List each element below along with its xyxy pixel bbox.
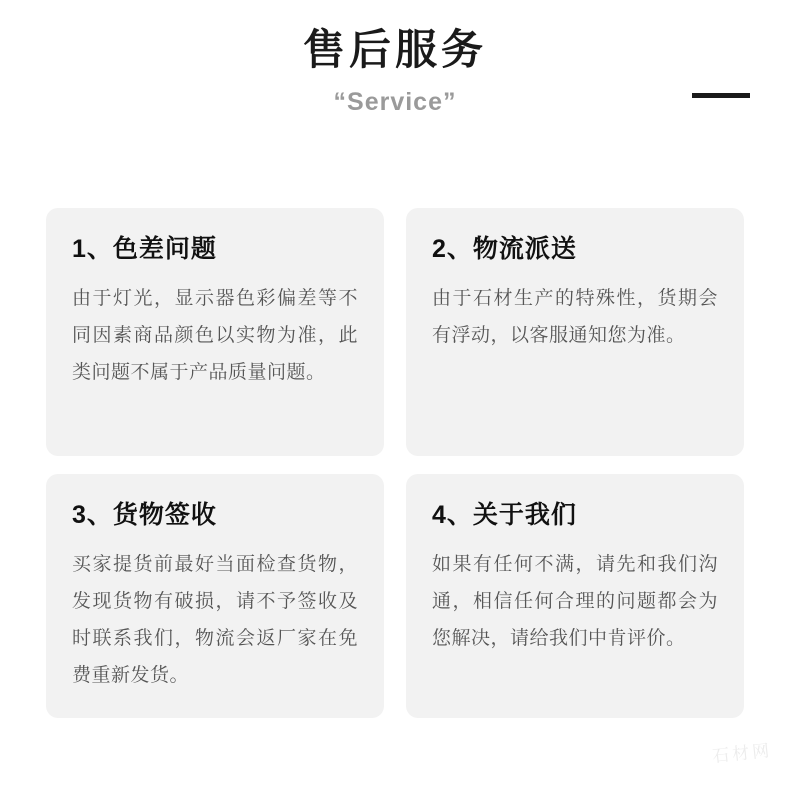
card-text: 买家提货前最好当面检查货物，发现货物有破损，请不予签收及时联系我们，物流会返厂家在免费重新发货。 — [72, 554, 358, 687]
card-title: 3、货物签收 — [72, 501, 217, 529]
service-card-logistics — [406, 208, 744, 456]
page-title: 售后服务 — [302, 26, 487, 73]
card-title: 4、关于我们 — [432, 501, 577, 529]
card-title: 1、色差问题 — [72, 235, 217, 263]
card-text: 如果有任何不满，请先和我们沟通，相信任何合理的问题都会为您解决，请给我们中肯评价。 — [432, 554, 718, 650]
card-title: 2、物流派送 — [432, 235, 577, 263]
page-subtitle: “Service” — [333, 88, 457, 117]
header-rule-decoration — [692, 93, 750, 98]
service-card-delivery-acceptance — [46, 474, 384, 718]
service-card-about-us — [406, 474, 744, 718]
service-card-grid — [46, 208, 744, 718]
card-text: 由于灯光，显示器色彩偏差等不同因素商品颜色以实物为准，此类问题不属于产品质量问题。 — [72, 288, 358, 384]
card-text: 由于石材生产的特殊性，货期会有浮动，以客服通知您为准。 — [432, 288, 718, 347]
service-card-color-difference — [46, 208, 384, 456]
page-header — [0, 0, 790, 117]
watermark-text: 石材网 — [711, 740, 774, 767]
